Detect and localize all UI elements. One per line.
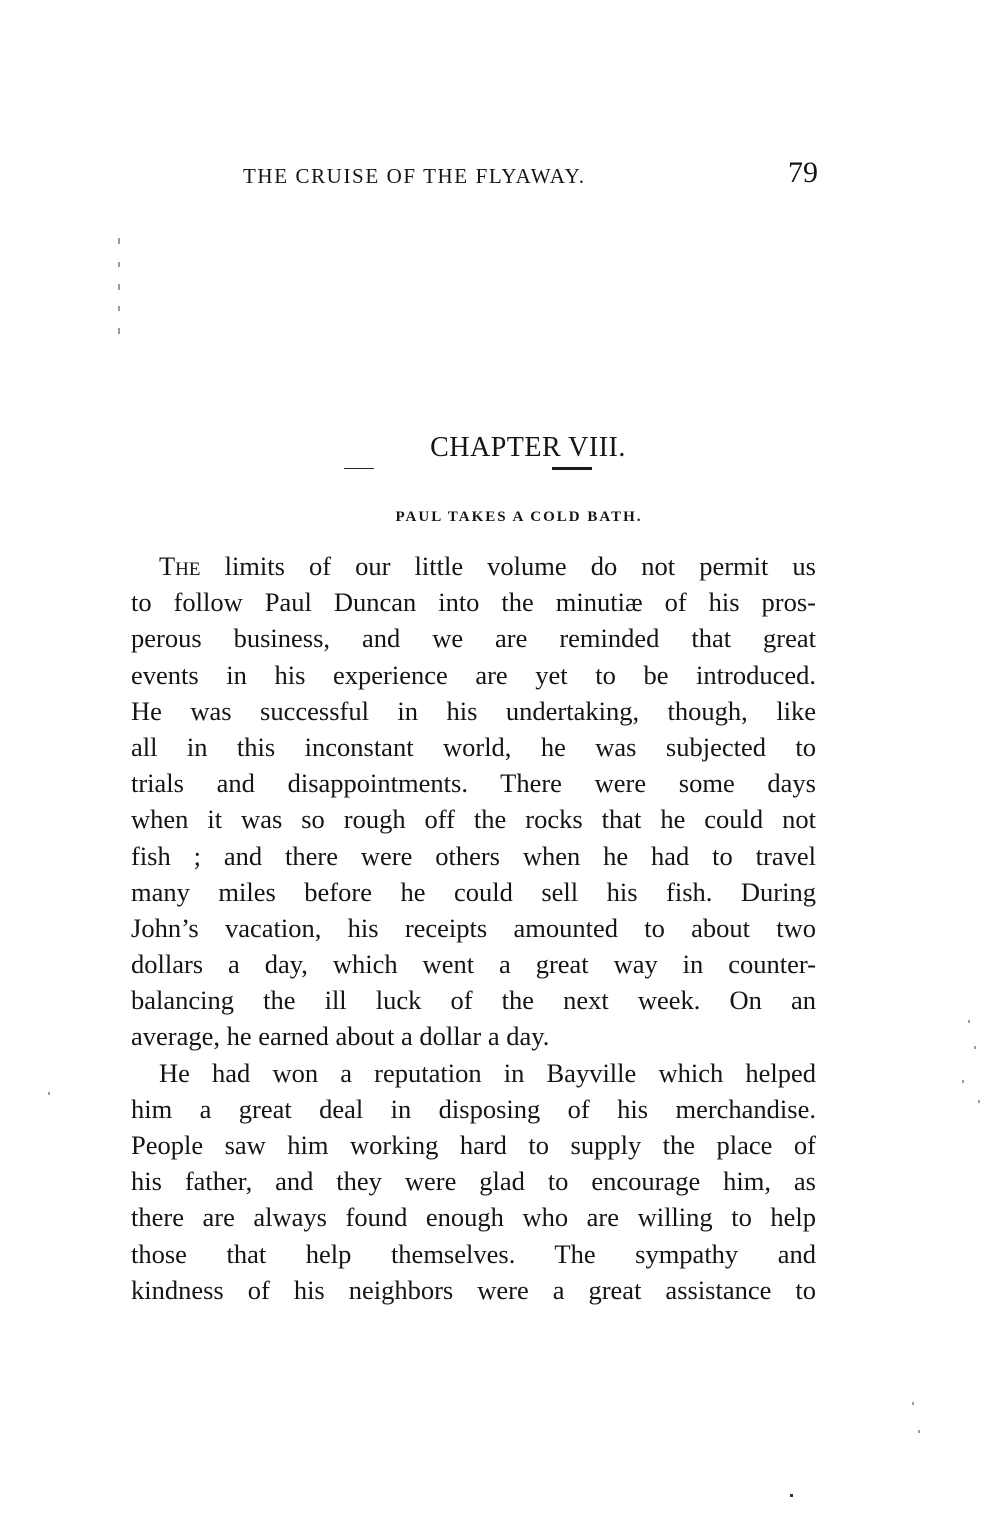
page-number: 79 xyxy=(788,156,818,189)
speck xyxy=(912,1402,914,1405)
speck xyxy=(918,1430,920,1433)
rule-segment-left xyxy=(344,468,374,469)
chapter-rule xyxy=(344,466,592,472)
paragraph-2-line: those that help themselves. The sympathy and xyxy=(131,1238,816,1269)
paragraph-2-line: his father, and they were glad to encourage him, as xyxy=(131,1166,816,1197)
paragraph-1-line: to follow Paul Duncan into the minutiæ of his pros- xyxy=(131,587,816,618)
speck xyxy=(118,262,120,267)
rule-segment-right xyxy=(552,467,592,470)
paragraph-1-line xyxy=(131,548,816,584)
speck xyxy=(974,1046,976,1049)
paragraph-2-line: him a great deal in disposing of his merchandise. xyxy=(131,1093,816,1124)
running-title: THE CRUISE OF THE FLYAWAY. xyxy=(243,164,586,188)
speck xyxy=(48,1092,50,1095)
speck xyxy=(978,1100,980,1103)
body-text xyxy=(131,548,816,1308)
paragraph-1-line: average, he earned about a dollar a day. xyxy=(131,1021,550,1052)
paragraph-2-line: He had won a reputation in Bayville which helped xyxy=(159,1057,816,1088)
paragraph-2-line: there are always found enough who are willing to help xyxy=(131,1202,816,1233)
chapter-title: CHAPTER VIII. xyxy=(430,432,626,463)
paragraph-1-line: John’s vacation, his receipts amounted to about two xyxy=(131,912,816,943)
paragraph-1-line: trials and disappointments. There were some days xyxy=(131,768,816,799)
speck xyxy=(118,328,120,334)
paragraph-1-line: perous business, and we are reminded that great xyxy=(131,623,816,654)
speck xyxy=(118,306,120,311)
speck xyxy=(790,1494,793,1497)
drop-word: The xyxy=(159,551,201,581)
running-head xyxy=(243,156,818,196)
paragraph-1-line: many miles before he could sell his fish. During xyxy=(131,876,816,907)
paragraph-1-line: fish ; and there were others when he had to travel xyxy=(131,840,816,871)
speck xyxy=(962,1080,964,1083)
speck xyxy=(968,1020,970,1023)
paragraph-1-line: events in his experience are yet to be introduced. xyxy=(131,659,816,690)
paragraph-1-line: He was successful in his undertaking, though, like xyxy=(131,695,816,726)
speck xyxy=(118,284,120,290)
speck xyxy=(118,238,120,244)
paragraph-1-line: when it was so rough off the rocks that he could not xyxy=(131,804,816,835)
paragraph-1-line: balancing the ill luck of the next week. On an xyxy=(131,985,816,1016)
line-text: limits of our little volume do not permit us xyxy=(200,551,816,581)
paragraph-1-line: all in this inconstant world, he was subjected to xyxy=(131,731,816,762)
paragraph-2-line: kindness of his neighbors were a great assistance to xyxy=(131,1274,816,1305)
paragraph-2-line: People saw him working hard to supply the place of xyxy=(131,1130,816,1160)
paragraph-1-line: dollars a day, which went a great way in counter- xyxy=(131,949,816,980)
chapter-subtitle: PAUL TAKES A COLD BATH. xyxy=(395,509,643,525)
